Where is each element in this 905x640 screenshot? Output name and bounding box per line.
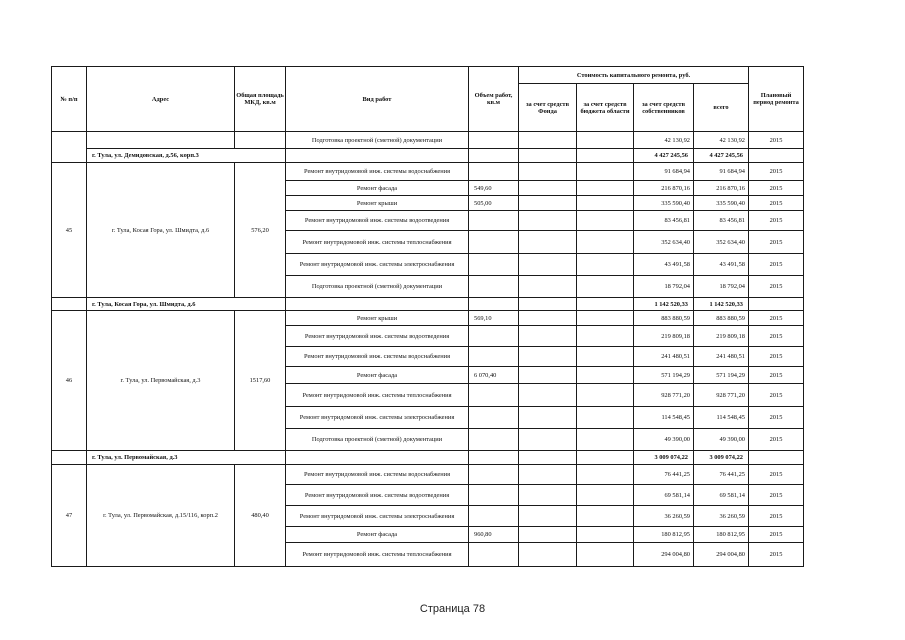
cell-work: Подготовка проектной (сметной) документации xyxy=(286,429,469,451)
cell-budget xyxy=(577,347,634,367)
cell-total: 928 771,20 xyxy=(694,384,749,407)
cell-work: Ремонт внутридомовой инж. системы водоотведения xyxy=(286,485,469,506)
cell-own: 241 480,51 xyxy=(634,347,694,367)
cell-volume: 6 070,40 xyxy=(469,367,519,384)
cell-fund xyxy=(519,543,577,567)
cell-work: Ремонт фасада xyxy=(286,527,469,543)
cell-year: 2015 xyxy=(749,506,804,527)
cell-own: 83 456,81 xyxy=(634,211,694,231)
cell-volume xyxy=(469,506,519,527)
cell-total: 352 634,40 xyxy=(694,231,749,254)
cell-volume xyxy=(469,211,519,231)
cell-fund xyxy=(519,326,577,347)
cell-own: 49 390,00 xyxy=(634,429,694,451)
cell-fund xyxy=(519,384,577,407)
row-area: 1517,60 xyxy=(235,311,286,451)
cell-own: 883 880,59 xyxy=(634,311,694,326)
cell-num-empty xyxy=(52,132,87,163)
table-row xyxy=(52,311,804,326)
cell-year xyxy=(749,298,804,311)
cell-fund xyxy=(519,429,577,451)
header-address: Адрес xyxy=(87,67,235,132)
cell-work xyxy=(286,451,469,465)
cell-volume xyxy=(469,132,519,149)
cell-fund xyxy=(519,276,577,298)
cell-volume xyxy=(469,298,519,311)
cell-year: 2015 xyxy=(749,367,804,384)
row-area: 576,20 xyxy=(235,163,286,298)
cell-budget xyxy=(577,211,634,231)
cell-total: 216 870,16 xyxy=(694,181,749,196)
cell-work: Ремонт внутридомовой инж. системы водоснабжения xyxy=(286,163,469,181)
header-volume: Объем работ, кв.м xyxy=(469,67,519,132)
cell-own: 180 812,95 xyxy=(634,527,694,543)
subtotal-row xyxy=(52,451,804,465)
subtotal-label: г. Тула, ул. Демидовская, д.56, корп.3 xyxy=(87,149,286,163)
cell-volume: 569,10 xyxy=(469,311,519,326)
cell-fund xyxy=(519,311,577,326)
cell-year: 2015 xyxy=(749,527,804,543)
cell-work: Ремонт внутридомовой инж. системы электроснабжения xyxy=(286,254,469,276)
row-area: 480,40 xyxy=(235,465,286,567)
cell-own: 69 581,14 xyxy=(634,485,694,506)
cell-fund xyxy=(519,407,577,429)
cell-fund xyxy=(519,347,577,367)
row-number: 47 xyxy=(52,465,87,567)
row-number: 45 xyxy=(52,163,87,298)
cell-volume xyxy=(469,485,519,506)
cell-fund xyxy=(519,132,577,149)
cell-work: Ремонт внутридомовой инж. системы водоснабжения xyxy=(286,465,469,485)
cell-budget xyxy=(577,276,634,298)
cell-work: Подготовка проектной (сметной) документации xyxy=(286,276,469,298)
cell-work: Ремонт фасада xyxy=(286,181,469,196)
cell-total: 18 792,04 xyxy=(694,276,749,298)
cell-own: 928 771,20 xyxy=(634,384,694,407)
cell-volume xyxy=(469,451,519,465)
cell-work xyxy=(286,149,469,163)
row-address: г. Тула, ул. Первомайская, д.3 xyxy=(87,311,235,451)
page-number: Страница 78 xyxy=(419,603,486,615)
cell-year xyxy=(749,149,804,163)
subtotal-row xyxy=(52,298,804,311)
cell-volume: 549,60 xyxy=(469,181,519,196)
cell-budget xyxy=(577,132,634,149)
cell-fund xyxy=(519,254,577,276)
cell-total: 76 441,25 xyxy=(694,465,749,485)
cell-budget xyxy=(577,485,634,506)
cell-work: Ремонт крыши xyxy=(286,196,469,211)
cell-volume xyxy=(469,543,519,567)
cell-fund xyxy=(519,367,577,384)
cell-total: 43 491,58 xyxy=(694,254,749,276)
cell-total: 294 004,80 xyxy=(694,543,749,567)
cell-year: 2015 xyxy=(749,163,804,181)
cell-work: Ремонт внутридомовой инж. системы электроснабжения xyxy=(286,407,469,429)
cell-total: 335 590,40 xyxy=(694,196,749,211)
cell-year: 2015 xyxy=(749,231,804,254)
header-area: Общая площадь МКД, кв.м xyxy=(235,67,286,132)
cell-total: 83 456,81 xyxy=(694,211,749,231)
cell-budget xyxy=(577,326,634,347)
cell-year: 2015 xyxy=(749,196,804,211)
cell-total: 69 581,14 xyxy=(694,485,749,506)
cell-year: 2015 xyxy=(749,407,804,429)
cell-num-empty xyxy=(52,298,87,311)
cell-own: 43 491,58 xyxy=(634,254,694,276)
cell-own: 219 809,18 xyxy=(634,326,694,347)
subtotal-total: 4 427 245,56 xyxy=(694,149,749,163)
cell-budget xyxy=(577,451,634,465)
cell-total: 42 130,92 xyxy=(694,132,749,149)
cell-own: 18 792,04 xyxy=(634,276,694,298)
cell-volume xyxy=(469,163,519,181)
cell-total: 241 480,51 xyxy=(694,347,749,367)
cell-volume xyxy=(469,231,519,254)
cell-year: 2015 xyxy=(749,543,804,567)
cell-year: 2015 xyxy=(749,326,804,347)
cell-total: 36 260,59 xyxy=(694,506,749,527)
cell-total: 180 812,95 xyxy=(694,527,749,543)
subtotal-label: г. Тула, ул. Первомайская, д.3 xyxy=(87,451,286,465)
subtotal-own: 1 142 520,33 xyxy=(634,298,694,311)
header-total: всего xyxy=(694,84,749,132)
cell-area-empty xyxy=(235,132,286,149)
cell-fund xyxy=(519,485,577,506)
cell-budget xyxy=(577,196,634,211)
row-address: г. Тула, Косая Гора, ул. Шмидта, д.6 xyxy=(87,163,235,298)
cell-volume xyxy=(469,429,519,451)
cell-own: 571 194,29 xyxy=(634,367,694,384)
cell-budget xyxy=(577,429,634,451)
cell-budget xyxy=(577,298,634,311)
cell-year: 2015 xyxy=(749,254,804,276)
cell-own: 76 441,25 xyxy=(634,465,694,485)
cell-volume xyxy=(469,326,519,347)
cell-work: Ремонт внутридомовой инж. системы электроснабжения xyxy=(286,506,469,527)
cell-year: 2015 xyxy=(749,485,804,506)
cell-year: 2015 xyxy=(749,276,804,298)
cell-work: Ремонт внутридомовой инж. системы водоотведения xyxy=(286,326,469,347)
cell-volume: 960,80 xyxy=(469,527,519,543)
cell-own: 216 870,16 xyxy=(634,181,694,196)
cell-fund xyxy=(519,527,577,543)
cell-fund xyxy=(519,298,577,311)
table-row xyxy=(52,465,804,485)
cell-work xyxy=(286,298,469,311)
subtotal-total: 1 142 520,33 xyxy=(694,298,749,311)
cell-work: Ремонт внутридомовой инж. системы водоотведения xyxy=(286,211,469,231)
cell-own: 42 130,92 xyxy=(634,132,694,149)
cell-work: Ремонт крыши xyxy=(286,311,469,326)
cell-budget xyxy=(577,543,634,567)
cell-total: 49 390,00 xyxy=(694,429,749,451)
cell-work: Подготовка проектной (сметной) документации xyxy=(286,132,469,149)
subtotal-own: 4 427 245,56 xyxy=(634,149,694,163)
cell-fund xyxy=(519,451,577,465)
cell-fund xyxy=(519,231,577,254)
cell-fund xyxy=(519,149,577,163)
cell-own: 114 548,45 xyxy=(634,407,694,429)
cell-year: 2015 xyxy=(749,132,804,149)
cell-year: 2015 xyxy=(749,347,804,367)
cell-own: 36 260,59 xyxy=(634,506,694,527)
cell-fund xyxy=(519,181,577,196)
header-fund: за счет средств Фонда xyxy=(519,84,577,132)
cell-own: 352 634,40 xyxy=(634,231,694,254)
cell-fund xyxy=(519,465,577,485)
subtotal-row xyxy=(52,149,804,163)
cell-work: Ремонт внутридомовой инж. системы теплоснабжения xyxy=(286,231,469,254)
cell-num-empty xyxy=(52,451,87,465)
cell-volume xyxy=(469,149,519,163)
cell-budget xyxy=(577,407,634,429)
cell-volume xyxy=(469,465,519,485)
cell-total: 883 880,59 xyxy=(694,311,749,326)
capital-repair-table xyxy=(51,66,804,567)
cell-work: Ремонт внутридомовой инж. системы теплоснабжения xyxy=(286,543,469,567)
table-row xyxy=(52,163,804,181)
row-number: 46 xyxy=(52,311,87,451)
cell-budget xyxy=(577,311,634,326)
cell-budget xyxy=(577,254,634,276)
cell-budget xyxy=(577,527,634,543)
cell-fund xyxy=(519,506,577,527)
cell-volume xyxy=(469,347,519,367)
cell-budget xyxy=(577,181,634,196)
cell-budget xyxy=(577,384,634,407)
cell-budget xyxy=(577,367,634,384)
subtotal-label: г. Тула, Косая Гора, ул. Шмидта, д.6 xyxy=(87,298,286,311)
subtotal-own: 3 009 074,22 xyxy=(634,451,694,465)
cell-own: 91 684,94 xyxy=(634,163,694,181)
cell-budget xyxy=(577,465,634,485)
table-row xyxy=(52,132,804,149)
row-address: г. Тула, ул. Первомайская, д.15/116, корп.2 xyxy=(87,465,235,567)
cell-budget xyxy=(577,231,634,254)
cell-year: 2015 xyxy=(749,429,804,451)
cell-year xyxy=(749,451,804,465)
header-budget: за счет средств бюджета области xyxy=(577,84,634,132)
cell-year: 2015 xyxy=(749,311,804,326)
header-own: за счет средств собственников xyxy=(634,84,694,132)
cell-year: 2015 xyxy=(749,465,804,485)
cell-budget xyxy=(577,149,634,163)
cell-fund xyxy=(519,211,577,231)
cell-total: 219 809,18 xyxy=(694,326,749,347)
cell-volume xyxy=(469,384,519,407)
cell-budget xyxy=(577,163,634,181)
cell-total: 571 194,29 xyxy=(694,367,749,384)
cell-budget xyxy=(577,506,634,527)
header-num: № п/п xyxy=(52,67,87,132)
cell-total: 91 684,94 xyxy=(694,163,749,181)
cell-fund xyxy=(519,196,577,211)
cell-volume xyxy=(469,254,519,276)
cell-work: Ремонт внутридомовой инж. системы теплоснабжения xyxy=(286,384,469,407)
cell-year: 2015 xyxy=(749,211,804,231)
cell-year: 2015 xyxy=(749,384,804,407)
cell-work: Ремонт фасада xyxy=(286,367,469,384)
cell-own: 335 590,40 xyxy=(634,196,694,211)
cell-own: 294 004,80 xyxy=(634,543,694,567)
subtotal-total: 3 009 074,22 xyxy=(694,451,749,465)
cell-total: 114 548,45 xyxy=(694,407,749,429)
cell-fund xyxy=(519,163,577,181)
header-cost-group: Стоимость капитального ремонта, руб. xyxy=(519,67,749,84)
cell-work: Ремонт внутридомовой инж. системы водоснабжения xyxy=(286,347,469,367)
cell-volume xyxy=(469,276,519,298)
cell-address-empty xyxy=(87,132,235,149)
cell-volume xyxy=(469,407,519,429)
header-period: Плановый период ремонта xyxy=(749,67,804,132)
header-work-type: Вид работ xyxy=(286,67,469,132)
cell-volume: 505,00 xyxy=(469,196,519,211)
cell-year: 2015 xyxy=(749,181,804,196)
